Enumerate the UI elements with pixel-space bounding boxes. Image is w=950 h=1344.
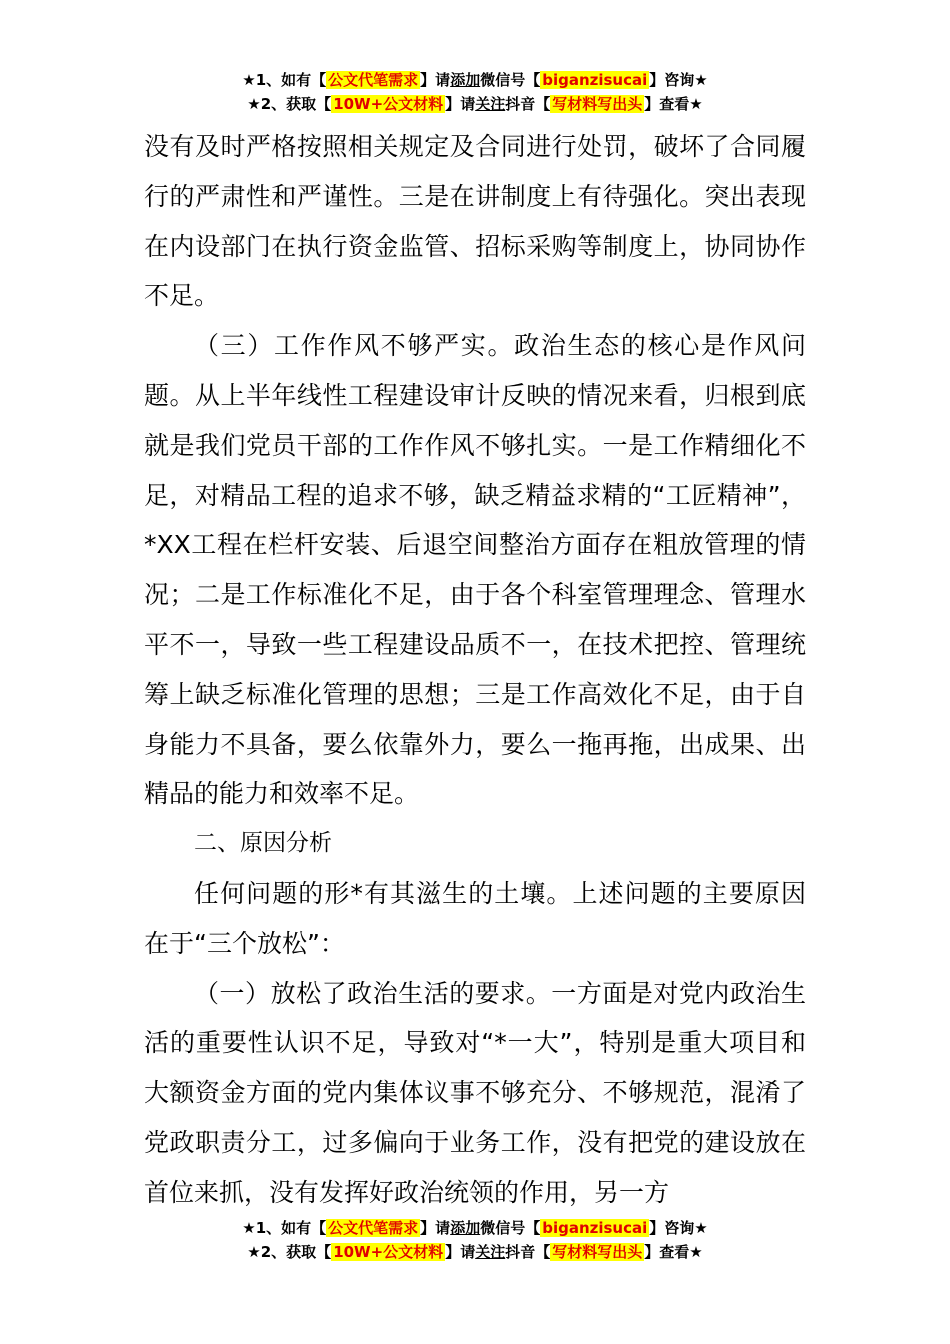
footer-text: ★2、获取【	[247, 1243, 332, 1261]
header-text: 】咨询★	[649, 71, 708, 89]
paragraph: 任何问题的形*有其滋生的土壤。上述问题的主要原因在于“三个放松”：	[144, 878, 806, 958]
footer-banner	[0, 1216, 950, 1264]
highlight-text: 公文代笔需求	[328, 71, 419, 89]
underlined-text: 添加	[450, 1219, 481, 1237]
douyin-account: 写材料写出头	[552, 95, 643, 113]
header-text: ★2、获取【	[247, 95, 332, 113]
header-text: 抖音【	[505, 95, 551, 113]
footer-line-2	[0, 1240, 950, 1264]
underlined-text: 关注	[475, 95, 506, 113]
paragraph: （三）工作作风不够严实。政治生态的核心是作风问题。从上半年线性工程建设审计反映的情况来看，归根到底就是我们党员干部的工作作风不够扎实。一是工作精细化不足，对精品工程的追求不够，缺乏精益求精的“工匠精神”，*XX工程在栏杆安装、后退空间整治方面存在粗放管理的情况；二是工作标准化不足，由于各个科室管理理念、管理水平不一，导致一些工程建设品质不一，在技术把控、管理统筹上缺乏标准化管理的思想；三是工作高效化不足，由于自身能力不具备，要么依靠外力，要么一拖再拖，出成果、出精品的能力和效率不足。	[144, 331, 806, 809]
footer-text: 】请	[445, 1243, 476, 1261]
section-heading: 二、原因分析	[194, 830, 332, 857]
wechat-id: biganzisucai	[542, 1219, 648, 1237]
header-line-2	[0, 92, 950, 116]
footer-text: 】请	[420, 1219, 451, 1237]
douyin-account: 写材料写出头	[552, 1243, 643, 1261]
highlight-text: 10W+公文材料	[333, 95, 444, 113]
header-line-1	[0, 68, 950, 92]
footer-line-1	[0, 1216, 950, 1240]
header-text: ★1、如有【	[242, 71, 327, 89]
header-banner	[0, 68, 950, 116]
footer-text: 】查看★	[644, 1243, 703, 1261]
footer-text: 抖音【	[505, 1243, 551, 1261]
header-text: 】请	[420, 71, 451, 89]
wechat-id: biganzisucai	[542, 71, 648, 89]
paragraph: （一）放松了政治生活的要求。一方面是对党内政治生活的重要性认识不足，导致对“*一大”，特别是重大项目和大额资金方面的党内集体议事不够充分、不够规范，混淆了党政职责分工，过多偏向于业务工作，没有把党的建设放在首位来抓，没有发挥好政治统领的作用，另一方	[144, 978, 806, 1207]
highlight-text: 10W+公文材料	[333, 1243, 444, 1261]
underlined-text: 添加	[450, 71, 481, 89]
paragraph: 没有及时严格按照相关规定及合同进行处罚，破坏了合同履行的严肃性和严谨性。三是在讲制度上有待强化。突出表现在内设部门在执行资金监管、招标采购等制度上，协同协作不足。	[144, 132, 806, 311]
header-text: 】请	[445, 95, 476, 113]
header-text: 】查看★	[644, 95, 703, 113]
header-text: 微信号【	[480, 71, 541, 89]
highlight-text: 公文代笔需求	[328, 1219, 419, 1237]
footer-text: 】咨询★	[649, 1219, 708, 1237]
document-body	[144, 122, 806, 1218]
footer-text: ★1、如有【	[242, 1219, 327, 1237]
footer-text: 微信号【	[480, 1219, 541, 1237]
underlined-text: 关注	[475, 1243, 506, 1261]
